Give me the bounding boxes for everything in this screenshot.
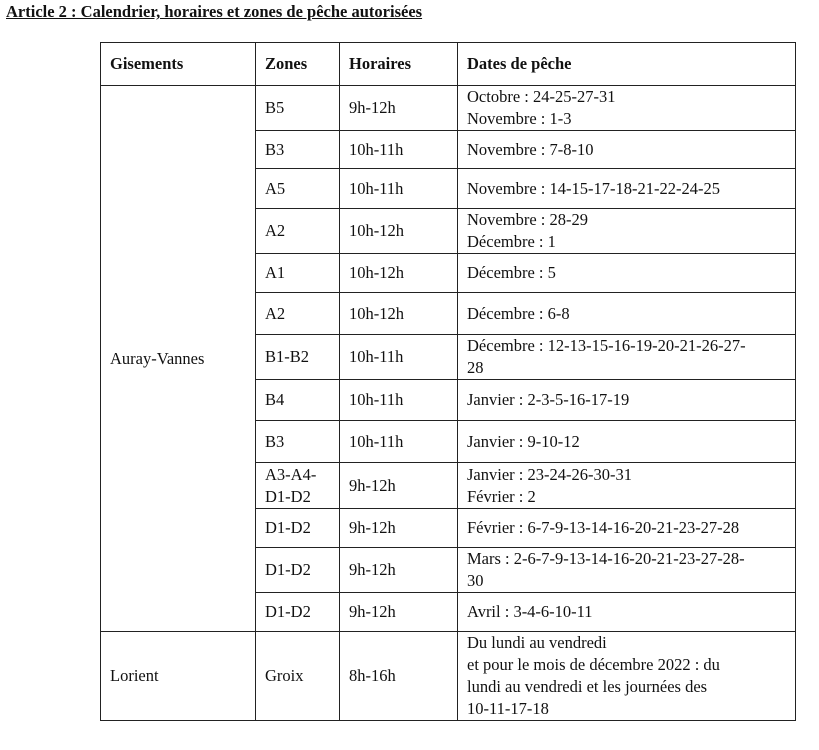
zone-cell — [256, 509, 340, 548]
dates-cell — [458, 632, 796, 721]
table-body — [101, 86, 796, 721]
zone-cell — [256, 421, 340, 463]
horaire-cell: 10h-12h — [340, 254, 458, 293]
dates-line: Décembre : 12-13-15-16-19-20-21-26-27- — [467, 336, 746, 355]
dates-cell — [458, 209, 796, 254]
zone-line: D1-D2 — [265, 560, 311, 579]
dates-line: Février : 2 — [467, 486, 536, 506]
dates-line: lundi au vendredi et les journées des — [467, 677, 708, 696]
article-title: Article 2 : Calendrier, horaires et zones de pêche autorisées — [6, 2, 423, 21]
dates-line: Novembre : 7-8-10 — [467, 139, 594, 159]
dates-line: Décembre : 5 — [467, 263, 556, 282]
zone-cell — [256, 131, 340, 169]
horaire-cell: 10h-11h — [340, 131, 458, 169]
zone-line: B4 — [265, 390, 285, 409]
header-horaires: Horaires — [340, 43, 458, 86]
zone-line: B3 — [265, 139, 285, 159]
zone-cell — [256, 593, 340, 632]
gisement-cell: Lorient — [101, 632, 256, 721]
horaire-cell: 10h-11h — [340, 335, 458, 380]
dates-line: Octobre : 24-25-27-31 — [467, 87, 616, 106]
gisement-cell: Auray-Vannes — [101, 86, 256, 632]
zone-line: B1-B2 — [265, 347, 310, 366]
zone-line: A1 — [265, 263, 286, 282]
dates-line: Janvier : 9-10-12 — [467, 431, 580, 451]
zone-line: A5 — [265, 178, 286, 198]
horaire-cell: 9h-12h — [340, 593, 458, 632]
zone-line: A2 — [265, 221, 286, 240]
dates-line: 30 — [467, 571, 484, 590]
zone-line: D1-D2 — [265, 518, 311, 537]
horaire-cell: 10h-11h — [340, 380, 458, 421]
zone-cell — [256, 254, 340, 293]
zone-cell — [256, 463, 340, 509]
header-zones: Zones — [256, 43, 340, 86]
dates-line: Novembre : 1-3 — [467, 109, 572, 128]
horaire-cell: 9h-12h — [340, 509, 458, 548]
dates-line: 10-11-17-18 — [467, 699, 549, 718]
zone-line: B3 — [265, 431, 285, 451]
zone-cell — [256, 380, 340, 421]
zone-line: B5 — [265, 98, 285, 117]
zone-cell — [256, 86, 340, 131]
dates-cell — [458, 169, 796, 209]
table-header-row — [101, 43, 796, 86]
dates-line: Janvier : 23-24-26-30-31 — [467, 464, 632, 484]
table-row — [101, 632, 796, 721]
dates-line: Février : 6-7-9-13-14-16-20-21-23-27-28 — [467, 518, 740, 537]
horaire-cell: 9h-12h — [340, 548, 458, 593]
dates-cell — [458, 254, 796, 293]
zone-cell — [256, 548, 340, 593]
dates-cell — [458, 131, 796, 169]
horaire-cell: 10h-12h — [340, 209, 458, 254]
dates-cell — [458, 335, 796, 380]
zone-cell — [256, 632, 340, 721]
dates-line: Mars : 2-6-7-9-13-14-16-20-21-23-27-28- — [467, 549, 745, 568]
zone-line: D1-D2 — [265, 486, 311, 506]
dates-line: 28 — [467, 358, 484, 377]
dates-cell — [458, 548, 796, 593]
dates-line: Janvier : 2-3-5-16-17-19 — [467, 390, 630, 409]
dates-line: Avril : 3-4-6-10-11 — [467, 602, 593, 621]
dates-cell — [458, 421, 796, 463]
horaire-cell: 9h-12h — [340, 463, 458, 509]
horaire-cell: 9h-12h — [340, 86, 458, 131]
table-row — [101, 86, 796, 131]
dates-cell — [458, 593, 796, 632]
fishing-calendar-table — [100, 42, 796, 721]
dates-cell — [458, 380, 796, 421]
dates-cell — [458, 463, 796, 509]
horaire-cell: 10h-12h — [340, 293, 458, 335]
zone-cell — [256, 209, 340, 254]
horaire-cell: 8h-16h — [340, 632, 458, 721]
header-gisements: Gisements — [101, 43, 256, 86]
dates-line: Novembre : 14-15-17-18-21-22-24-25 — [467, 178, 720, 198]
zone-line: D1-D2 — [265, 602, 311, 621]
horaire-cell: 10h-11h — [340, 421, 458, 463]
dates-line: Du lundi au vendredi — [467, 633, 607, 652]
dates-line: Novembre : 28-29 — [467, 210, 588, 229]
zone-line: A2 — [265, 303, 286, 323]
zone-cell — [256, 169, 340, 209]
zone-cell — [256, 293, 340, 335]
dates-cell — [458, 293, 796, 335]
dates-line: et pour le mois de décembre 2022 : du — [467, 655, 720, 674]
horaire-cell: 10h-11h — [340, 169, 458, 209]
zone-line: Groix — [265, 666, 304, 685]
dates-line: Décembre : 6-8 — [467, 303, 570, 323]
dates-cell — [458, 509, 796, 548]
dates-line: Décembre : 1 — [467, 232, 556, 251]
zone-cell — [256, 335, 340, 380]
dates-cell — [458, 86, 796, 131]
header-dates: Dates de pêche — [458, 43, 796, 86]
zone-line: A3-A4- — [265, 464, 317, 484]
